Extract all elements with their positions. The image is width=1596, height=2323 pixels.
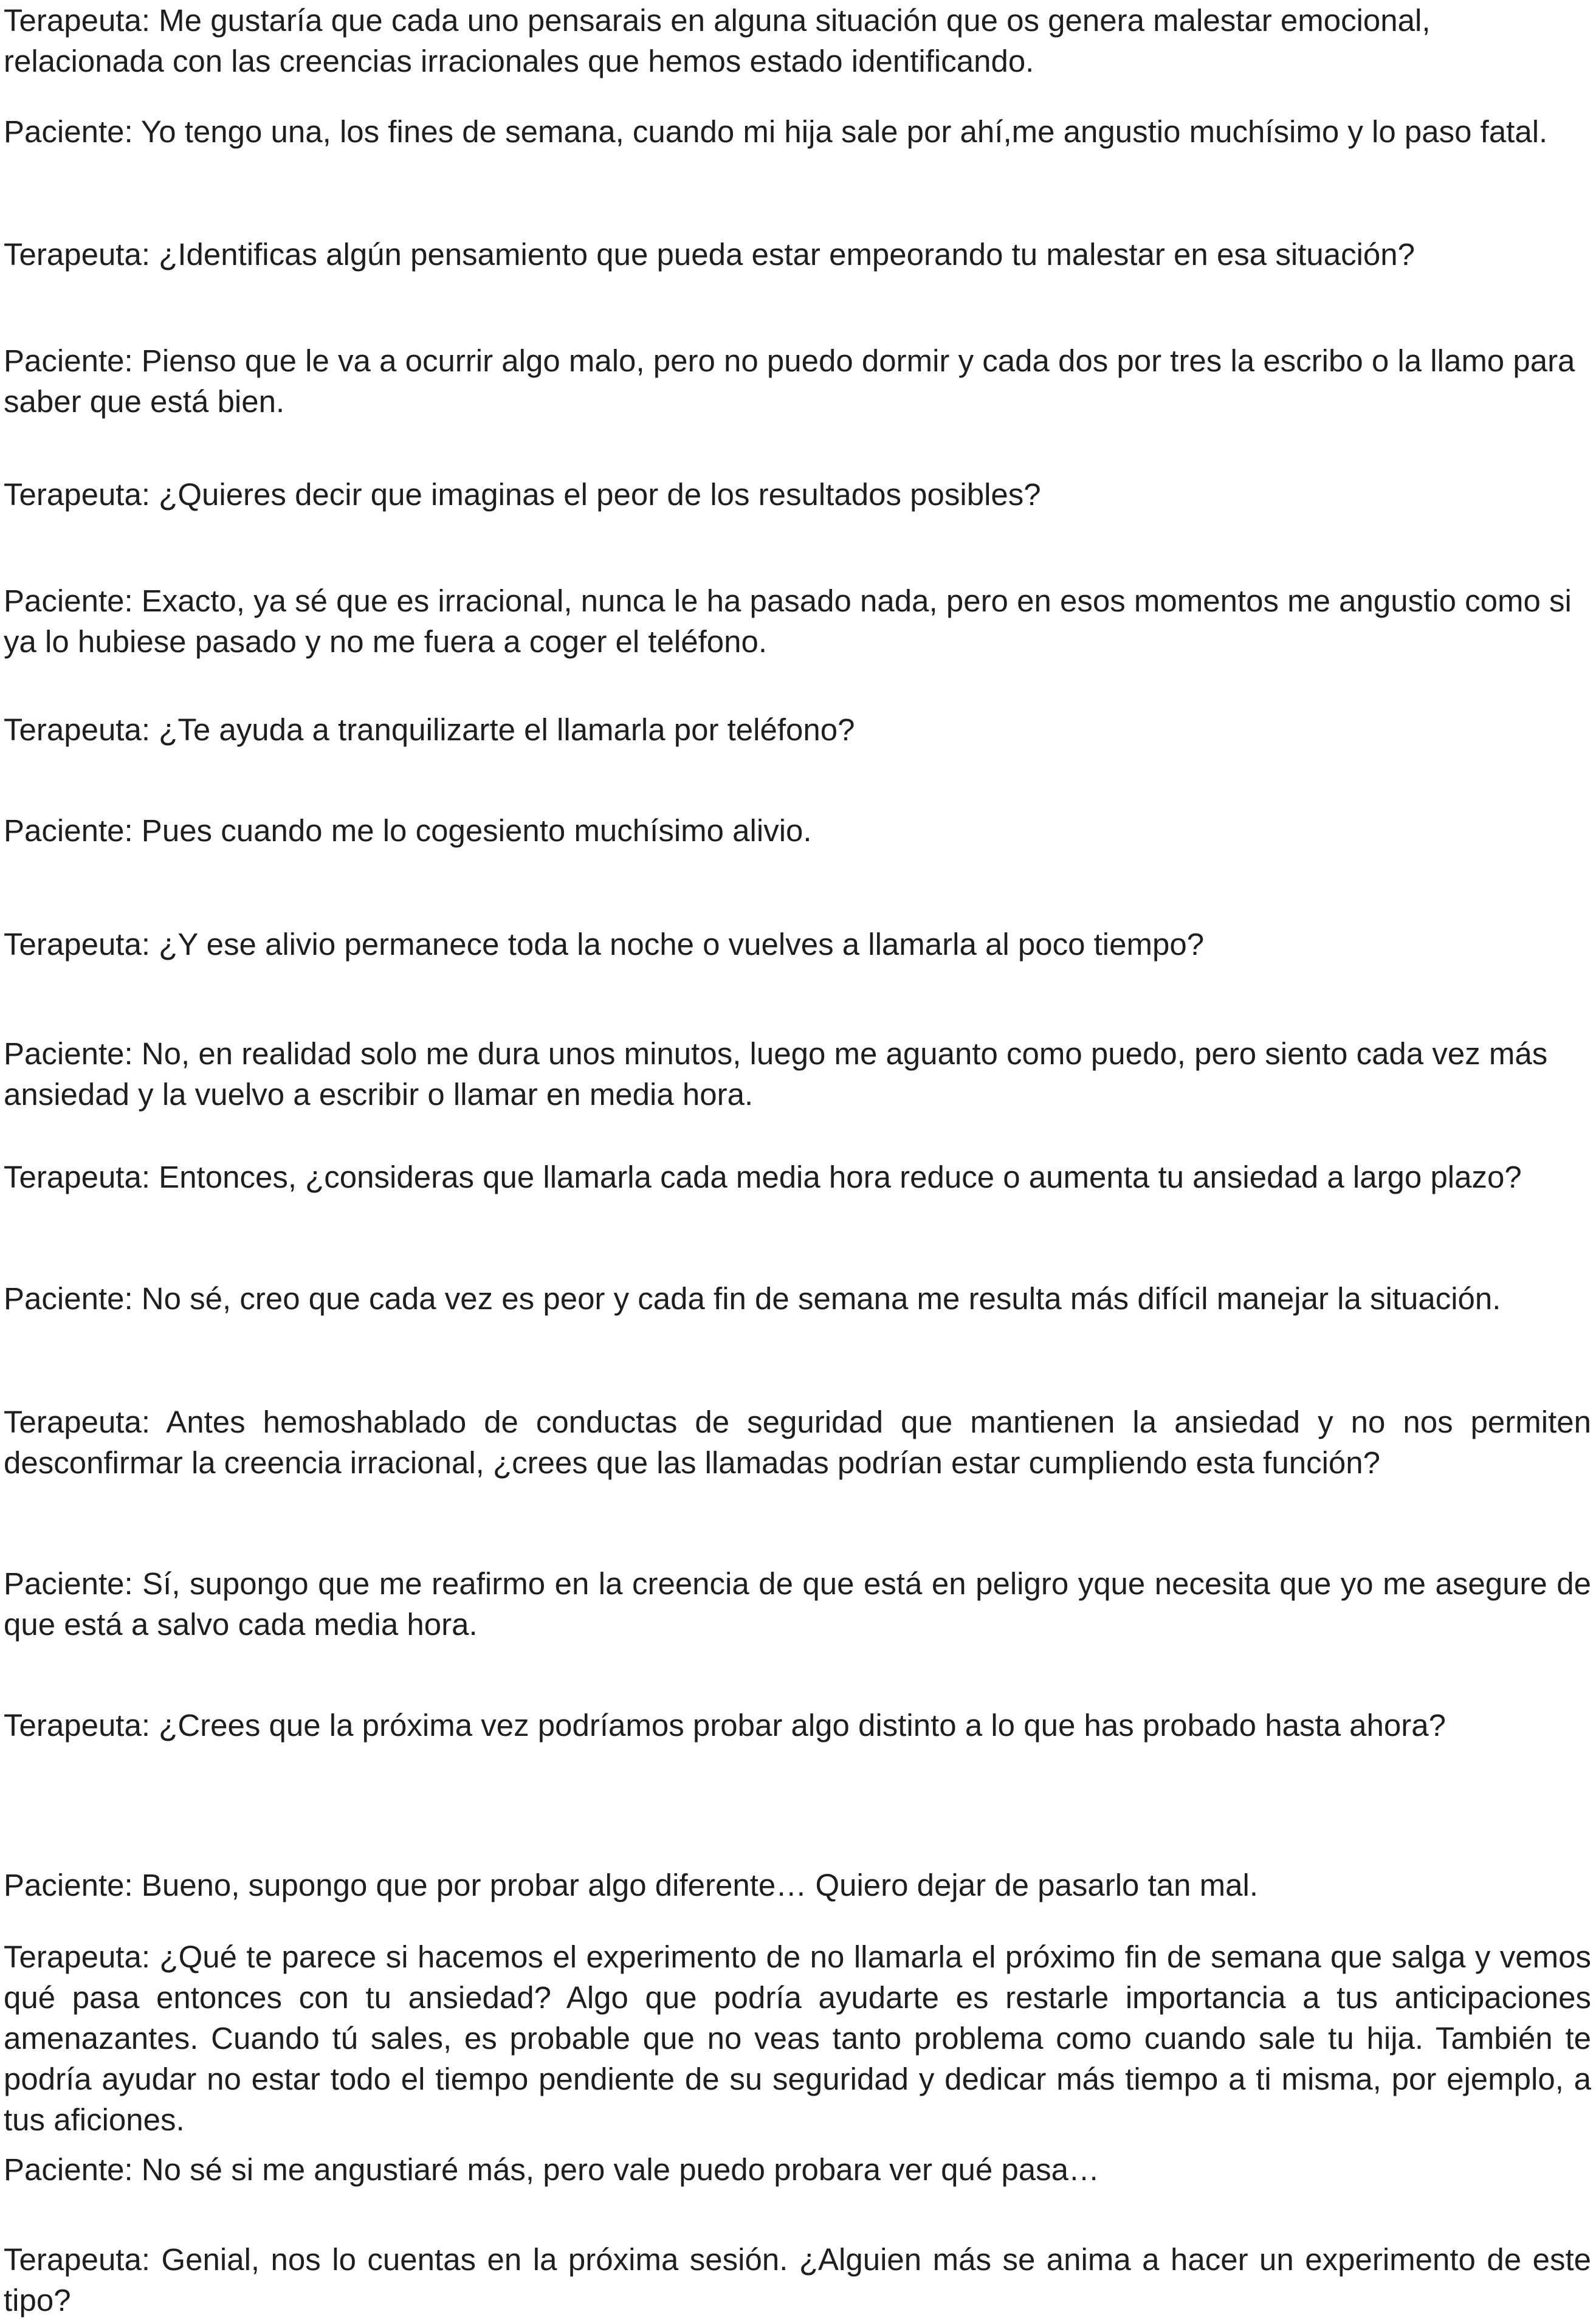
dialogue-line-paciente: Paciente: Pues cuando me lo cogesiento muchísimo alivio. <box>4 813 812 848</box>
dialogue-line-paciente: Paciente: No sé si me angustiaré más, pero vale puedo probara ver qué pasa… <box>4 2152 1100 2187</box>
dialogue-line-paciente: Paciente: Yo tengo una, los fines de semana, cuando mi hija sale por ahí,me angustio muchísimo y lo paso fatal. <box>4 114 1548 149</box>
dialogue-line-terapeuta: Terapeuta: ¿Quieres decir que imaginas el peor de los resultados posibles? <box>4 477 1041 512</box>
dialogue-line-terapeuta: Terapeuta: ¿Te ayuda a tranquilizarte el llamarla por teléfono? <box>4 712 855 747</box>
dialogue-line-terapeuta: Terapeuta: Genial, nos lo cuentas en la próxima sesión. ¿Alguien más se anima a hacer un experimento de este tipo? <box>4 2242 1591 2318</box>
dialogue-line-paciente: Paciente: Bueno, supongo que por probar algo diferente… Quiero dejar de pasarlo tan mal. <box>4 1868 1259 1902</box>
dialogue-line-terapeuta: Terapeuta: Antes hemoshablado de conductas de seguridad que mantienen la ansiedad y no nos permiten desconfirmar la creencia irracional, ¿crees que las llamadas podrían estar cumpliendo esta función? <box>4 1405 1591 1480</box>
dialogue-line-terapeuta: Terapeuta: ¿Qué te parece si hacemos el experimento de no llamarla el próximo fin de semana que salga y vemos qué pasa entonces con tu ansiedad? Algo que podría ayudarte es restarle importancia a tus anticipaciones amenazantes. Cuando tú sales, es probable que no veas tanto problema como cuando sale tu hija. También te podría ayudar no estar todo el tiempo pendiente de su seguridad y dedicar más tiempo a ti misma, por ejemplo, a tus aficiones. <box>4 1939 1591 2137</box>
dialogue-line-paciente: Paciente: No, en realidad solo me dura unos minutos, luego me aguanto como puedo, pero siento cada vez más ansiedad y la vuelvo a escribir o llamar en media hora. <box>4 1036 1548 1112</box>
dialogue-line-paciente: Paciente: Pienso que le va a ocurrir algo malo, pero no puedo dormir y cada dos por tres la escribo o la llamo para saber que está bien. <box>4 343 1575 419</box>
dialogue-line-terapeuta: Terapeuta: Entonces, ¿consideras que llamarla cada media hora reduce o aumenta tu ansiedad a largo plazo? <box>4 1160 1522 1194</box>
dialogue-line-terapeuta: Terapeuta: ¿Identificas algún pensamiento que pueda estar empeorando tu malestar en esa situación? <box>4 237 1415 272</box>
document-page <box>4 0 1591 2323</box>
dialogue-line-paciente: Paciente: Sí, supongo que me reafirmo en la creencia de que está en peligro yque necesita que yo me asegure de que está a salvo cada media hora. <box>4 1566 1591 1642</box>
dialogue-line-terapeuta: Terapeuta: ¿Crees que la próxima vez podríamos probar algo distinto a lo que has probado hasta ahora? <box>4 1708 1446 1743</box>
dialogue-line-terapeuta: Terapeuta: Me gustaría que cada uno pensarais en alguna situación que os genera malestar emocional, relacionada con las creencias irracionales que hemos estado identificando. <box>4 3 1431 78</box>
dialogue-line-paciente: Paciente: No sé, creo que cada vez es peor y cada fin de semana me resulta más difícil manejar la situación. <box>4 1281 1501 1316</box>
dialogue-line-paciente: Paciente: Exacto, ya sé que es irracional, nunca le ha pasado nada, pero en esos momentos me angustio como si ya lo hubiese pasado y no me fuera a coger el teléfono. <box>4 583 1572 659</box>
dialogue-line-terapeuta: Terapeuta: ¿Y ese alivio permanece toda la noche o vuelves a llamarla al poco tiempo? <box>4 927 1205 962</box>
